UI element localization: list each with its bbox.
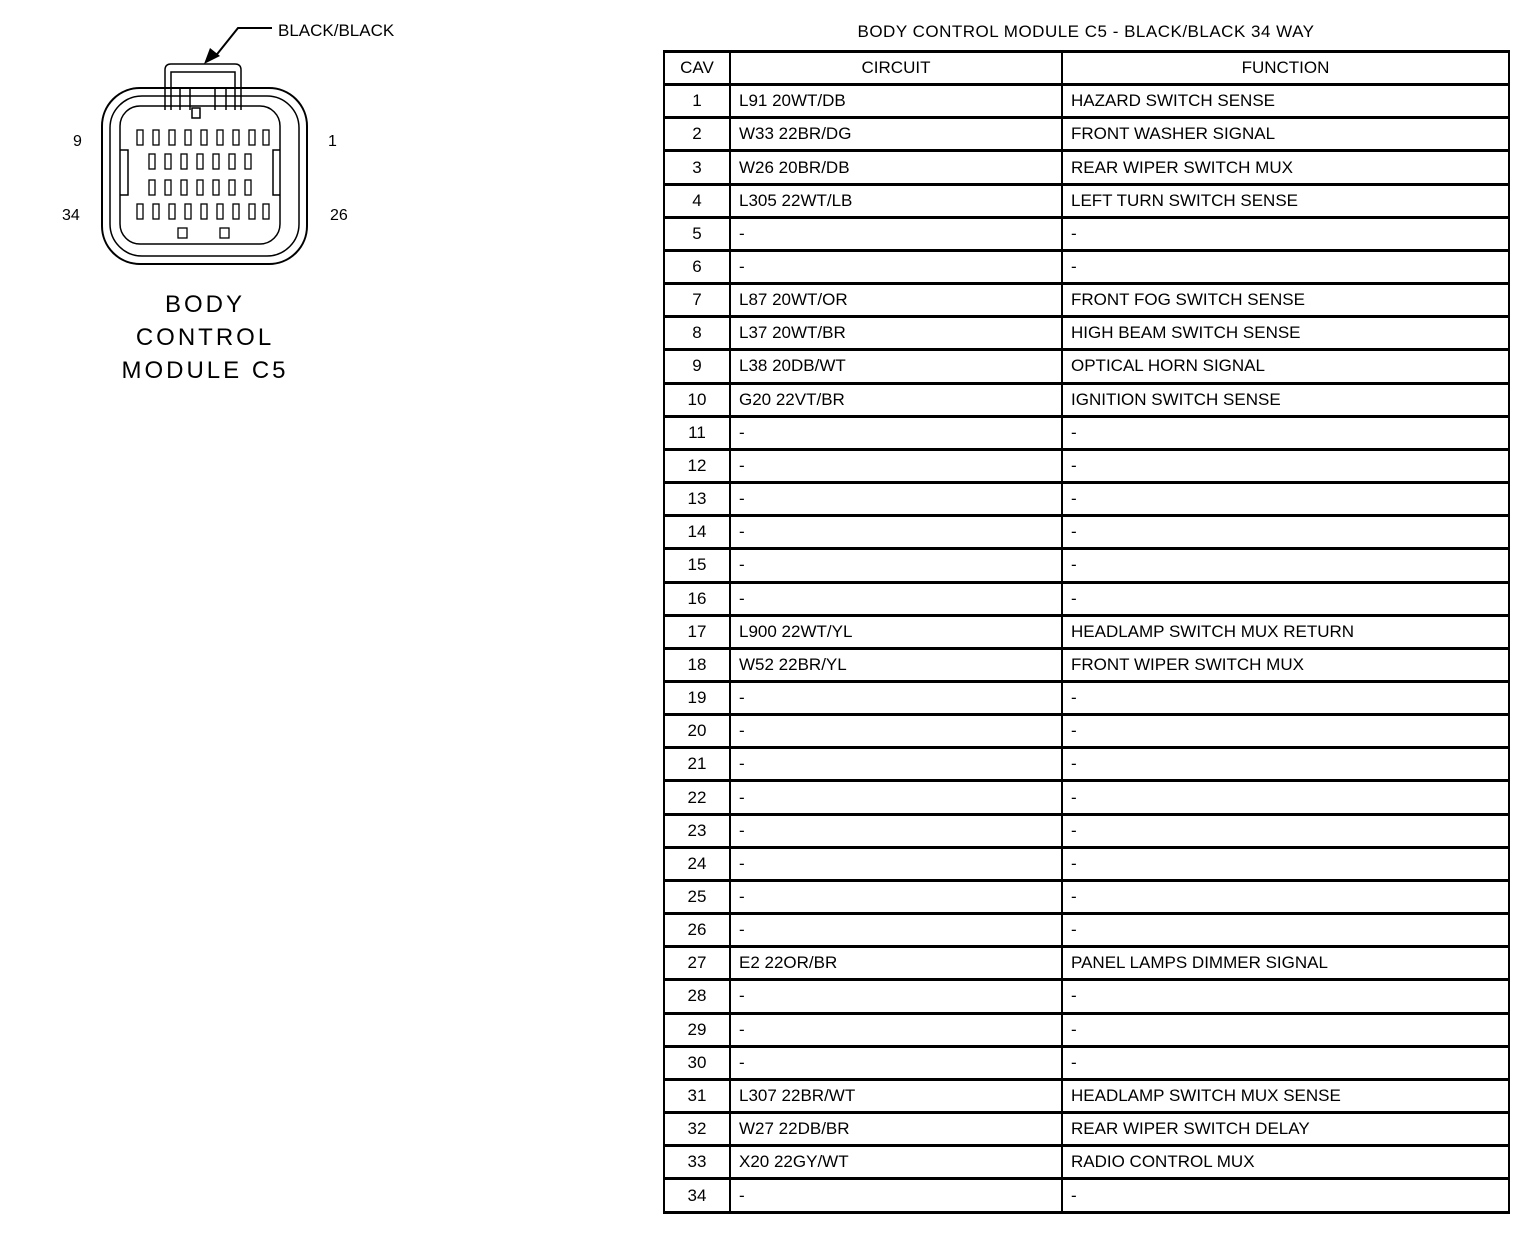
circuit-cell: L38 20DB/WT: [730, 350, 1062, 383]
connector-title: [110, 288, 300, 387]
table-row: [664, 980, 1509, 1013]
function-cell: OPTICAL HORN SIGNAL: [1062, 350, 1509, 383]
cavity: [245, 180, 251, 195]
cav-cell: 8: [664, 317, 730, 350]
cavity: [185, 204, 191, 219]
function-cell: -: [1062, 681, 1509, 714]
circuit-cell: L87 20WT/OR: [730, 284, 1062, 317]
cav-cell: 5: [664, 217, 730, 250]
pin-label-26: 26: [330, 207, 348, 224]
connector-title-line: MODULE C5: [121, 357, 289, 384]
function-cell: -: [1062, 449, 1509, 482]
cavity-grid: [137, 130, 269, 238]
cav-cell: 7: [664, 284, 730, 317]
cavity: [153, 204, 159, 219]
function-cell: -: [1062, 914, 1509, 947]
function-cell: HEADLAMP SWITCH MUX RETURN: [1062, 615, 1509, 648]
circuit-cell: -: [730, 980, 1062, 1013]
circuit-cell: -: [730, 1013, 1062, 1046]
cav-cell: 11: [664, 416, 730, 449]
cavity: [217, 130, 223, 145]
table-row: [664, 250, 1509, 283]
keying-slot: [220, 228, 229, 238]
header-circuit: CIRCUIT: [730, 52, 1062, 85]
table-row: [664, 781, 1509, 814]
function-cell: LEFT TURN SWITCH SENSE: [1062, 184, 1509, 217]
function-cell: FRONT WASHER SIGNAL: [1062, 118, 1509, 151]
cav-cell: 15: [664, 549, 730, 582]
table-row: [664, 715, 1509, 748]
cavity: [201, 130, 207, 145]
table-row: [664, 914, 1509, 947]
cavity: [197, 154, 203, 169]
cav-cell: 4: [664, 184, 730, 217]
table-row: [664, 1013, 1509, 1046]
function-cell: HIGH BEAM SWITCH SENSE: [1062, 317, 1509, 350]
circuit-cell: -: [730, 914, 1062, 947]
circuit-cell: -: [730, 1179, 1062, 1213]
cavity: [137, 204, 143, 219]
circuit-cell: E2 22OR/BR: [730, 947, 1062, 980]
function-cell: -: [1062, 1046, 1509, 1079]
function-cell: -: [1062, 1179, 1509, 1213]
cav-cell: 25: [664, 880, 730, 913]
function-cell: -: [1062, 483, 1509, 516]
circuit-cell: -: [730, 416, 1062, 449]
cav-cell: 20: [664, 715, 730, 748]
pin-label-34: 34: [62, 207, 80, 224]
table-row: [664, 1046, 1509, 1079]
cav-cell: 22: [664, 781, 730, 814]
cav-cell: 19: [664, 681, 730, 714]
header-cav: CAV: [664, 52, 730, 85]
cav-cell: 33: [664, 1146, 730, 1179]
function-cell: -: [1062, 250, 1509, 283]
cavity: [233, 130, 239, 145]
circuit-cell: W27 22DB/BR: [730, 1113, 1062, 1146]
table-row: [664, 449, 1509, 482]
cavity: [185, 130, 191, 145]
connector-latch: [165, 64, 241, 118]
function-cell: HAZARD SWITCH SENSE: [1062, 85, 1509, 118]
function-cell: -: [1062, 781, 1509, 814]
function-cell: FRONT WIPER SWITCH MUX: [1062, 648, 1509, 681]
circuit-cell: G20 22VT/BR: [730, 383, 1062, 416]
cav-cell: 14: [664, 516, 730, 549]
circuit-cell: L307 22BR/WT: [730, 1079, 1062, 1112]
table-header-row: [664, 52, 1509, 85]
table-row: [664, 947, 1509, 980]
header-function: FUNCTION: [1062, 52, 1509, 85]
cavity: [229, 180, 235, 195]
pin-label-9: 9: [73, 133, 82, 150]
cav-cell: 26: [664, 914, 730, 947]
circuit-cell: L91 20WT/DB: [730, 85, 1062, 118]
cav-cell: 34: [664, 1179, 730, 1213]
table-row: [664, 151, 1509, 184]
circuit-cell: -: [730, 1046, 1062, 1079]
cav-cell: 16: [664, 582, 730, 615]
connector-color-label: BLACK/BLACK: [278, 21, 395, 40]
circuit-cell: -: [730, 814, 1062, 847]
cav-cell: 31: [664, 1079, 730, 1112]
cavity: [213, 154, 219, 169]
cavity: [249, 204, 255, 219]
table-row: [664, 880, 1509, 913]
cav-cell: 6: [664, 250, 730, 283]
function-cell: PANEL LAMPS DIMMER SIGNAL: [1062, 947, 1509, 980]
color-callout-arrow: [204, 28, 272, 64]
circuit-cell: -: [730, 549, 1062, 582]
cav-cell: 28: [664, 980, 730, 1013]
circuit-cell: -: [730, 449, 1062, 482]
function-cell: -: [1062, 1013, 1509, 1046]
cavity: [197, 180, 203, 195]
table-row: [664, 1146, 1509, 1179]
table-row: [664, 118, 1509, 151]
table-row: [664, 1079, 1509, 1112]
function-cell: REAR WIPER SWITCH DELAY: [1062, 1113, 1509, 1146]
cav-cell: 24: [664, 847, 730, 880]
function-cell: FRONT FOG SWITCH SENSE: [1062, 284, 1509, 317]
function-cell: -: [1062, 980, 1509, 1013]
circuit-cell: -: [730, 715, 1062, 748]
circuit-cell: W33 22BR/DG: [730, 118, 1062, 151]
table-row: [664, 383, 1509, 416]
cavity: [229, 154, 235, 169]
function-cell: -: [1062, 217, 1509, 250]
function-cell: -: [1062, 416, 1509, 449]
table-row: [664, 814, 1509, 847]
table-row: [664, 217, 1509, 250]
connector-title-line: BODY: [164, 291, 245, 318]
cavity: [263, 204, 269, 219]
cav-cell: 1: [664, 85, 730, 118]
table-row: [664, 582, 1509, 615]
cav-cell: 29: [664, 1013, 730, 1046]
cav-cell: 10: [664, 383, 730, 416]
function-cell: -: [1062, 814, 1509, 847]
function-cell: IGNITION SWITCH SENSE: [1062, 383, 1509, 416]
cavity: [149, 154, 155, 169]
cavity: [165, 180, 171, 195]
circuit-cell: -: [730, 748, 1062, 781]
table-row: [664, 615, 1509, 648]
function-cell: -: [1062, 516, 1509, 549]
cavity: [181, 180, 187, 195]
cav-cell: 23: [664, 814, 730, 847]
pin-label-1: 1: [328, 133, 337, 150]
cavity: [169, 204, 175, 219]
circuit-cell: -: [730, 781, 1062, 814]
cavity: [169, 130, 175, 145]
circuit-cell: -: [730, 681, 1062, 714]
cavity: [137, 130, 143, 145]
circuit-cell: X20 22GY/WT: [730, 1146, 1062, 1179]
circuit-cell: L305 22WT/LB: [730, 184, 1062, 217]
cavity: [165, 154, 171, 169]
table-row: [664, 748, 1509, 781]
function-cell: -: [1062, 549, 1509, 582]
circuit-cell: -: [730, 880, 1062, 913]
keying-slot: [178, 228, 187, 238]
function-cell: -: [1062, 715, 1509, 748]
cavity: [153, 130, 159, 145]
circuit-cell: -: [730, 250, 1062, 283]
cav-cell: 9: [664, 350, 730, 383]
cav-cell: 18: [664, 648, 730, 681]
connector-title-line: CONTROL: [135, 324, 275, 351]
cavity: [201, 204, 207, 219]
cavity: [181, 154, 187, 169]
function-cell: HEADLAMP SWITCH MUX SENSE: [1062, 1079, 1509, 1112]
function-cell: -: [1062, 748, 1509, 781]
cavity: [245, 154, 251, 169]
table-row: [664, 681, 1509, 714]
connector-housing: [102, 88, 307, 264]
circuit-cell: -: [730, 516, 1062, 549]
circuit-cell: W52 22BR/YL: [730, 648, 1062, 681]
cavity: [149, 180, 155, 195]
connector-diagram: [0, 0, 420, 290]
circuit-cell: W26 20BR/DB: [730, 151, 1062, 184]
cav-cell: 32: [664, 1113, 730, 1146]
cav-cell: 13: [664, 483, 730, 516]
function-cell: RADIO CONTROL MUX: [1062, 1146, 1509, 1179]
cavity: [213, 180, 219, 195]
table-row: [664, 648, 1509, 681]
circuit-cell: L37 20WT/BR: [730, 317, 1062, 350]
cav-cell: 30: [664, 1046, 730, 1079]
table-row: [664, 416, 1509, 449]
function-cell: -: [1062, 582, 1509, 615]
circuit-cell: -: [730, 847, 1062, 880]
cavity: [217, 204, 223, 219]
cav-cell: 2: [664, 118, 730, 151]
cav-cell: 17: [664, 615, 730, 648]
cav-cell: 3: [664, 151, 730, 184]
cavity: [233, 204, 239, 219]
pinout-table: [663, 50, 1510, 1214]
function-cell: -: [1062, 880, 1509, 913]
circuit-cell: -: [730, 582, 1062, 615]
table-row: [664, 516, 1509, 549]
function-cell: REAR WIPER SWITCH MUX: [1062, 151, 1509, 184]
cav-cell: 27: [664, 947, 730, 980]
table-row: [664, 1113, 1509, 1146]
cav-cell: 21: [664, 748, 730, 781]
table-row: [664, 284, 1509, 317]
table-row: [664, 184, 1509, 217]
cavity: [263, 130, 269, 145]
table-row: [664, 317, 1509, 350]
circuit-cell: L900 22WT/YL: [730, 615, 1062, 648]
circuit-cell: -: [730, 217, 1062, 250]
function-cell: -: [1062, 847, 1509, 880]
table-row: [664, 847, 1509, 880]
cav-cell: 12: [664, 449, 730, 482]
circuit-cell: -: [730, 483, 1062, 516]
table-row: [664, 549, 1509, 582]
cavity: [249, 130, 255, 145]
table-row: [664, 1179, 1509, 1213]
table-row: [664, 483, 1509, 516]
table-title: BODY CONTROL MODULE C5 - BLACK/BLACK 34 WAY: [857, 22, 1315, 41]
table-row: [664, 85, 1509, 118]
table-row: [664, 350, 1509, 383]
